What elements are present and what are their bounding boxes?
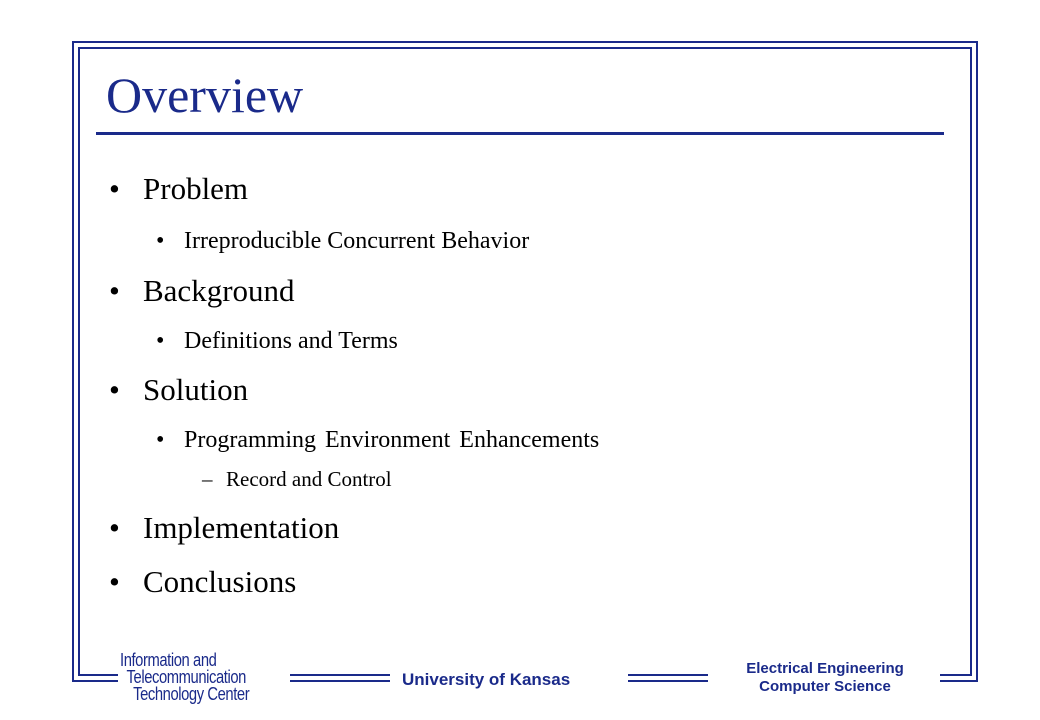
bullet-text: Definitions and Terms — [184, 328, 398, 354]
bullet-text: Conclusions — [143, 564, 297, 599]
frame-bottom-line — [940, 674, 972, 676]
bullet-text: Background — [143, 273, 295, 308]
footer-department-line: Electrical Engineering — [746, 660, 904, 677]
slide-title: Overview — [106, 67, 304, 123]
frame-bottom-line — [290, 674, 390, 676]
dash-marker: – — [202, 467, 213, 491]
bullet-text: Implementation — [143, 510, 340, 545]
frame-bottom-line — [78, 674, 118, 676]
bullet-marker: • — [156, 228, 165, 254]
frame-bottom-line — [940, 680, 978, 682]
frame-bottom-line — [628, 680, 708, 682]
frame-bottom-line — [628, 674, 708, 676]
slide-frame-inner — [78, 47, 972, 676]
title-underline — [96, 132, 944, 135]
bullet-text: Solution — [143, 372, 249, 407]
bullet-text: Programming Environment Enhancements — [184, 427, 600, 453]
footer-university: University of Kansas — [402, 670, 571, 689]
frame-bottom-line — [72, 680, 118, 682]
frame-bottom-line — [290, 680, 390, 682]
bullet-marker: • — [156, 328, 165, 354]
bullet-text: Problem — [143, 171, 249, 206]
logo-line: Telecommunication — [126, 667, 246, 687]
logo-line: Information and — [120, 650, 217, 670]
ittc-logo — [120, 652, 249, 703]
footer-department-line: Computer Science — [759, 678, 891, 695]
bullet-marker: • — [109, 510, 120, 545]
bullet-text: Irreproducible Concurrent Behavior — [184, 228, 530, 254]
bullet-marker: • — [109, 171, 120, 206]
logo-line: Technology Center — [133, 684, 250, 704]
bullet-text: Record and Control — [226, 467, 392, 491]
footer-department — [710, 660, 940, 696]
bullet-marker: • — [109, 564, 120, 599]
bullet-marker: • — [109, 372, 120, 407]
bullet-marker: • — [156, 427, 165, 453]
bullet-marker: • — [109, 273, 120, 308]
